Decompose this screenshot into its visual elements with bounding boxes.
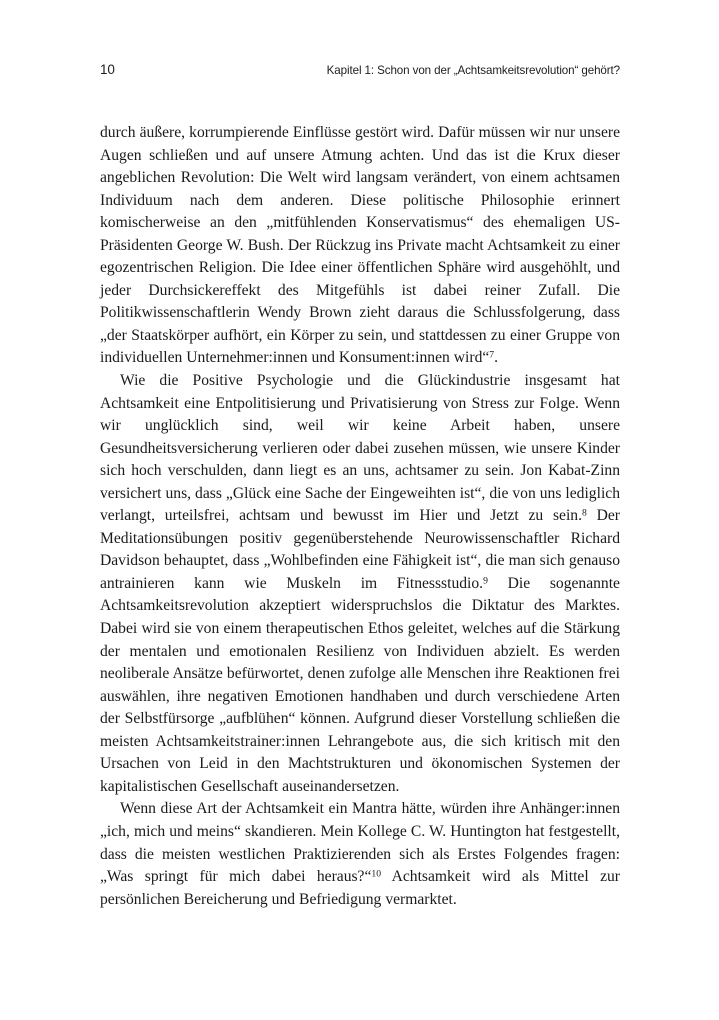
paragraph-1 — [100, 122, 620, 370]
footnote-marker-7: 7 — [489, 350, 495, 362]
footnote-marker-9: 9 — [483, 575, 488, 587]
footnote-marker-8: 8 — [582, 507, 587, 519]
running-head: Kapitel 1: Schon von der „Achtsamkeitsrevolution“ gehört? — [326, 64, 620, 77]
paragraph-2-tail-2: Die sogenannte Achtsamkeitsrevolution akzeptiert widerspruchslos die Diktatur des Marktes. Dabei wird sie von einem therapeutischen Ethos geleitet, welches auf die Stärkung der mentalen und emotionalen Resilienz von Individuen abzielt. Es werden neoliberale Ansätze befürwortet, denen zufolge alle Menschen ihre Reaktionen frei auswählen, ihre negativen Emotionen handhaben und durch verschiedene Arten der Selbstfürsorge „aufblühen“ können. Aufgrund dieser Vorstellung schließen die meisten Achtsamkeitstrainer:innen Lehrangebote aus, die sich kritisch mit den Ursachen von Leid in den Machtstrukturen und ökonomischen Systemen der kapitalistischen Gesellschaft auseinandersetzen. — [100, 574, 620, 795]
paragraph-3-text: Wenn diese Art der Achtsamkeit ein Mantra hätte, würden ihre Anhänger:innen „ich, mich und meins“ skandieren. Mein Kollege C. W. Huntington hat festgestellt, dass die meisten westlichen Praktizierenden sich als Erstes Folgendes fragen: „Was springt für mich dabei heraus?“ — [100, 800, 620, 886]
page-header — [100, 63, 620, 81]
paragraph-3 — [100, 798, 620, 911]
page-number: 10 — [100, 62, 115, 77]
paragraph-3-tail: Achtsamkeit wird als Mittel zur persönlichen Bereicherung und Befriedigung vermarktet. — [100, 868, 620, 908]
paragraph-2-tail: Der Meditationsübungen positiv gegenüberstehende Neurowissenschaftler Richard Davidson behauptet, dass „Wohlbefinden eine Fähigkeit ist“, die man sich genauso antrainieren kann wie Muskeln im Fitnessstudio. — [100, 507, 620, 592]
paragraph-1-tail: . — [494, 349, 499, 367]
paragraph-2-text: Wie die Positive Psychologie und die Glückindustrie insgesamt hat Achtsamkeit eine Entpolitisierung und Privatisierung von Stress zur Folge. Wenn wir unglücklich sind, weil wir keine Arbeit haben, unsere Gesundheitsversicherung verlieren oder dabei zusehen müssen, wie unsere Kinder sich hoch verschulden, dann liegt es an uns, achtsamer zu sein. Jon Kabat-Zinn versichert uns, dass „Glück eine Sache der Eingeweihten ist“, die von uns lediglich verlangt, urteilsfrei, achtsam und bewusst im Hier und Jetzt zu sein. — [100, 372, 620, 525]
paragraph-1-text: durch äußere, korrumpierende Einflüsse gestört wird. Dafür müssen wir nur unsere Augen schließen und auf unsere Atmung achten. Und das ist die Krux dieser angeblichen Revolution: Die Welt wird langsam verändert, von einem achtsamen Individuum nach dem anderen. Diese politische Philosophie erinnert komischerweise an den „mitfühlenden Konservatismus“ des ehemaligen US-Präsidenten George W. Bush. Der Rückzug ins Private macht Achtsamkeit zu einer egozentrischen Religion. Die Idee einer öffentlichen Sphäre wird ausgehöhlt, und jeder Durchsickereffekt des Mitgefühls ist dabei reiner Zufall. Die Politikwissenschaftlerin Wendy Brown zieht daraus die Schlussfolgerung, dass „der Staatskörper aufhört, ein Körper zu sein, und stattdessen zu einer Gruppe von individuellen Unternehmer:innen und Konsument:innen wird“ — [100, 124, 620, 367]
body-text-block — [100, 122, 620, 911]
footnote-marker-10: 10 — [371, 868, 382, 880]
paragraph-2 — [100, 370, 620, 798]
